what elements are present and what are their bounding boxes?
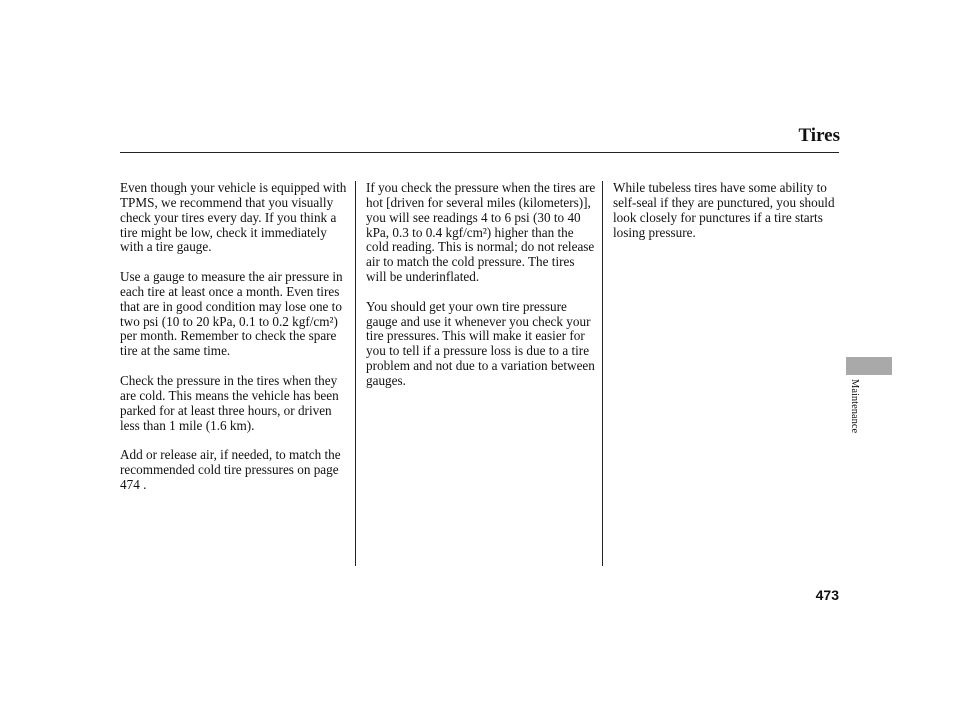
page-title: Tires <box>798 125 840 146</box>
section-tab-label: Maintenance <box>849 379 860 434</box>
title-rule <box>120 152 839 153</box>
column-divider-1 <box>355 181 356 566</box>
paragraph-cold-tires: Check the pressure in the tires when they are cold. This means the vehicle has been parked for at least three hours, or driven less than 1 mile (1.6 km). <box>120 372 339 433</box>
paragraph-add-release-air: Add or release air, if needed, to match the recommended cold tire pressures on page 474 . <box>120 447 341 492</box>
column-divider-2 <box>602 181 603 566</box>
paragraph-own-gauge: You should get your own tire pressure gauge and use it whenever you check your tire pressures. This will make it easier for you to tell if a pressure loss is due to a tire problem and not due to a variation between gauges. <box>366 298 595 388</box>
text-column-3 <box>613 181 839 255</box>
paragraph-hot-tires: If you check the pressure when the tires are hot [driven for several miles (kilometers)], you will see readings 4 to 6 psi (30 to 40 kPa, 0.3 to 0.4 kgf/cm²) higher than the cold reading. This is normal; do not release air to match the cold pressure. The tires will be underinflated. <box>366 180 596 285</box>
text-column-2 <box>366 181 596 404</box>
page-number: 473 <box>815 587 839 603</box>
paragraph-monthly-gauge: Use a gauge to measure the air pressure in each tire at least once a month. Even tires that are in good condition may lose one to two psi (10 to 20 kPa, 0.1 to 0.2 kgf/cm²) per month. Remember to check the spare tire at the same time. <box>120 269 343 359</box>
paragraph-tubeless-tires: While tubeless tires have some ability to self-seal if they are punctured, you should look closely for punctures if a tire starts losing pressure. <box>613 180 835 240</box>
section-tab <box>846 357 892 375</box>
text-column-1 <box>120 181 348 508</box>
paragraph-daily-check: Even though your vehicle is equipped with TPMS, we recommend that you visually check your tires every day. If you think a tire might be low, check it immediately with a tire gauge. <box>120 180 347 255</box>
